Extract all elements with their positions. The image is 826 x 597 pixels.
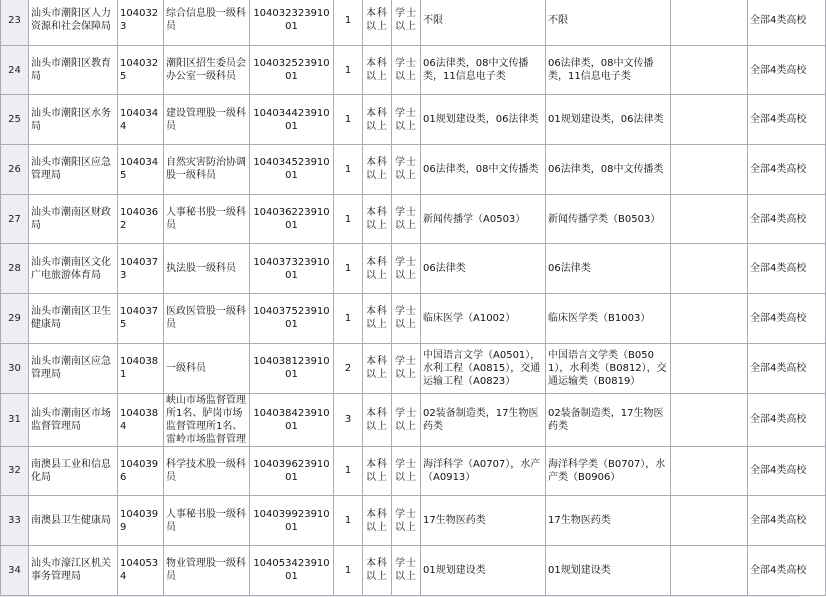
table-row (1, 294, 826, 344)
school-scope-cell[interactable]: 全部4类高校 (748, 194, 826, 244)
undergrad-major-cell[interactable]: 临床医学（A1002） (421, 294, 546, 344)
position-name-cell[interactable]: 自然灾害防治协调股一级科员 (164, 145, 250, 195)
school-scope-cell[interactable]: 全部4类高校 (748, 95, 826, 145)
undergrad-major-cell[interactable]: 06法律类，08中文传播类，11信息电子类 (421, 45, 546, 95)
degree-cell[interactable]: 学士以上 (392, 545, 421, 595)
postgrad-major-cell[interactable]: 02装备制造类，17生物医药类 (546, 393, 671, 446)
postgrad-major-cell[interactable]: 01规划建设类 (546, 545, 671, 595)
department-cell[interactable]: 汕头市潮阳区应急管理局 (29, 145, 118, 195)
empty-cell[interactable] (671, 446, 748, 496)
unit-code-cell[interactable]: 1040375 (118, 294, 164, 344)
undergrad-major-cell[interactable]: 新闻传播学（A0503） (421, 194, 546, 244)
undergrad-major-cell[interactable]: 02装备制造类，17生物医药类 (421, 393, 546, 446)
postgrad-major-cell[interactable]: 新闻传播学类（B0503） (546, 194, 671, 244)
position-code-cell[interactable]: 10403622391001 (250, 194, 334, 244)
degree-cell[interactable]: 学士以上 (392, 393, 421, 446)
row-number-cell[interactable]: 26 (1, 145, 29, 195)
hiring-count-cell[interactable]: 1 (334, 244, 363, 294)
row-number-cell[interactable]: 27 (1, 194, 29, 244)
position-code-cell[interactable]: 10403232391001 (250, 0, 334, 45)
postgrad-major-cell[interactable]: 不限 (546, 0, 671, 45)
position-code-cell[interactable]: 10403252391001 (250, 45, 334, 95)
postgrad-major-cell[interactable]: 06法律类，08中文传播类，11信息电子类 (546, 45, 671, 95)
school-scope-cell[interactable]: 全部4类高校 (748, 145, 826, 195)
postgrad-major-cell[interactable]: 06法律类 (546, 244, 671, 294)
degree-cell[interactable]: 学士以上 (392, 244, 421, 294)
position-code-cell[interactable]: 10403752391001 (250, 294, 334, 344)
empty-cell[interactable] (671, 294, 748, 344)
row-number-cell[interactable]: 32 (1, 446, 29, 496)
school-scope-cell[interactable]: 全部4类高校 (748, 244, 826, 294)
undergrad-major-cell[interactable]: 中国语言文学（A0501），水利工程（A0815），交通运输工程（A0823） (421, 343, 546, 393)
hiring-count-cell[interactable]: 1 (334, 545, 363, 595)
hiring-count-cell[interactable]: 1 (334, 294, 363, 344)
unit-code-cell[interactable]: 1040325 (118, 45, 164, 95)
row-number-cell[interactable]: 24 (1, 45, 29, 95)
position-name-cell[interactable]: 执法股一级科员 (164, 244, 250, 294)
hiring-count-cell[interactable]: 1 (334, 145, 363, 195)
undergrad-major-cell[interactable]: 01规划建设类，06法律类 (421, 95, 546, 145)
unit-code-cell[interactable]: 1040323 (118, 0, 164, 45)
empty-cell[interactable] (671, 194, 748, 244)
degree-cell[interactable]: 学士以上 (392, 446, 421, 496)
empty-cell[interactable] (671, 95, 748, 145)
row-number-cell[interactable]: 31 (1, 393, 29, 446)
unit-code-cell[interactable]: 1040384 (118, 393, 164, 446)
table-row (1, 145, 826, 195)
row-number-cell[interactable]: 34 (1, 545, 29, 595)
hiring-count-cell[interactable]: 1 (334, 194, 363, 244)
education-cell[interactable]: 本科以上 (363, 545, 392, 595)
position-code-cell[interactable]: 10403452391001 (250, 145, 334, 195)
education-cell[interactable]: 本科以上 (363, 393, 392, 446)
position-name-cell[interactable]: 人事秘书股一级科员 (164, 496, 250, 546)
row-number-cell[interactable]: 33 (1, 496, 29, 546)
unit-code-cell[interactable]: 1040396 (118, 446, 164, 496)
position-code-cell[interactable]: 10405342391001 (250, 545, 334, 595)
education-cell[interactable]: 本科以上 (363, 244, 392, 294)
table-row (1, 496, 826, 546)
postgrad-major-cell[interactable]: 中国语言文学类（B0501），水利类（B0812），交通运输类（B0819） (546, 343, 671, 393)
degree-cell[interactable]: 学士以上 (392, 294, 421, 344)
empty-cell[interactable] (671, 393, 748, 446)
school-scope-cell[interactable]: 全部4类高校 (748, 545, 826, 595)
education-cell[interactable]: 本科以上 (363, 45, 392, 95)
school-scope-cell[interactable]: 全部4类高校 (748, 45, 826, 95)
unit-code-cell[interactable]: 1040373 (118, 244, 164, 294)
department-cell[interactable]: 汕头市潮南区文化广电旅游体育局 (29, 244, 118, 294)
table-row (1, 0, 826, 45)
degree-cell[interactable]: 学士以上 (392, 0, 421, 45)
unit-code-cell[interactable]: 1040345 (118, 145, 164, 195)
postgrad-major-cell[interactable]: 17生物医药类 (546, 496, 671, 546)
hiring-count-cell[interactable]: 1 (334, 95, 363, 145)
department-cell[interactable]: 汕头市潮阳区教育局 (29, 45, 118, 95)
undergrad-major-cell[interactable]: 海洋科学（A0707），水产（A0913） (421, 446, 546, 496)
empty-cell[interactable] (671, 496, 748, 546)
empty-cell[interactable] (671, 545, 748, 595)
education-cell[interactable]: 本科以上 (363, 145, 392, 195)
empty-cell[interactable] (671, 145, 748, 195)
undergrad-major-cell[interactable]: 01规划建设类 (421, 545, 546, 595)
table-row (1, 446, 826, 496)
undergrad-major-cell[interactable]: 06法律类，08中文传播类 (421, 145, 546, 195)
unit-code-cell[interactable]: 1040344 (118, 95, 164, 145)
table-row (1, 393, 826, 446)
row-number-cell[interactable]: 30 (1, 343, 29, 393)
education-cell[interactable]: 本科以上 (363, 294, 392, 344)
table-row (1, 95, 826, 145)
hiring-count-cell[interactable]: 2 (334, 343, 363, 393)
undergrad-major-cell[interactable]: 17生物医药类 (421, 496, 546, 546)
position-name-cell[interactable]: 一级科员 (164, 343, 250, 393)
hiring-count-cell[interactable]: 1 (334, 45, 363, 95)
department-cell[interactable]: 汕头市潮阳区水务局 (29, 95, 118, 145)
school-scope-cell[interactable]: 全部4类高校 (748, 0, 826, 45)
degree-cell[interactable]: 学士以上 (392, 343, 421, 393)
school-scope-cell[interactable]: 全部4类高校 (748, 294, 826, 344)
row-number-cell[interactable]: 23 (1, 0, 29, 45)
row-number-cell[interactable]: 28 (1, 244, 29, 294)
hiring-count-cell[interactable]: 1 (334, 446, 363, 496)
department-cell[interactable]: 南澳县工业和信息化局 (29, 446, 118, 496)
position-name-cell[interactable]: 潮阳区招生委员会办公室一级科员 (164, 45, 250, 95)
degree-cell[interactable]: 学士以上 (392, 95, 421, 145)
education-cell[interactable]: 本科以上 (363, 194, 392, 244)
degree-cell[interactable]: 学士以上 (392, 496, 421, 546)
school-scope-cell[interactable]: 全部4类高校 (748, 393, 826, 446)
row-number-cell[interactable]: 29 (1, 294, 29, 344)
empty-cell[interactable] (671, 45, 748, 95)
empty-cell[interactable] (671, 244, 748, 294)
unit-code-cell[interactable]: 1040399 (118, 496, 164, 546)
hiring-count-cell[interactable]: 1 (334, 0, 363, 45)
position-code-cell[interactable]: 10403732391001 (250, 244, 334, 294)
postgrad-major-cell[interactable]: 临床医学类（B1003） (546, 294, 671, 344)
postgrad-major-cell[interactable]: 06法律类，08中文传播类 (546, 145, 671, 195)
empty-cell[interactable] (671, 0, 748, 45)
hiring-count-cell[interactable]: 3 (334, 393, 363, 446)
unit-code-cell[interactable]: 1040534 (118, 545, 164, 595)
table-row (1, 343, 826, 393)
school-scope-cell[interactable]: 全部4类高校 (748, 343, 826, 393)
school-scope-cell[interactable]: 全部4类高校 (748, 496, 826, 546)
undergrad-major-cell[interactable]: 不限 (421, 0, 546, 45)
position-code-cell[interactable]: 10403992391001 (250, 496, 334, 546)
department-cell[interactable]: 汕头市濠江区机关事务管理局 (29, 545, 118, 595)
education-cell[interactable]: 本科以上 (363, 496, 392, 546)
education-cell[interactable]: 本科以上 (363, 95, 392, 145)
position-name-cell[interactable]: 综合信息股一级科员 (164, 0, 250, 45)
position-code-cell[interactable]: 10403812391001 (250, 343, 334, 393)
row-number-cell[interactable]: 25 (1, 95, 29, 145)
degree-cell[interactable]: 学士以上 (392, 194, 421, 244)
position-name-cell[interactable]: 物业管理股一级科员 (164, 545, 250, 595)
table-body (1, 0, 826, 595)
degree-cell[interactable]: 学士以上 (392, 145, 421, 195)
department-cell[interactable]: 汕头市潮南区市场监督管理局 (29, 393, 118, 446)
department-cell[interactable]: 汕头市潮南区卫生健康局 (29, 294, 118, 344)
degree-cell[interactable]: 学士以上 (392, 45, 421, 95)
department-cell[interactable]: 汕头市潮南区应急管理局 (29, 343, 118, 393)
position-name-cell[interactable]: 医政医管股一级科员 (164, 294, 250, 344)
education-cell[interactable]: 本科以上 (363, 446, 392, 496)
table-row (1, 244, 826, 294)
position-code-cell[interactable]: 10403962391001 (250, 446, 334, 496)
empty-cell[interactable] (671, 343, 748, 393)
table-row (1, 545, 826, 595)
position-name-cell[interactable]: 建设管理股一级科员 (164, 95, 250, 145)
position-code-cell[interactable]: 10403842391001 (250, 393, 334, 446)
postgrad-major-cell[interactable]: 01规划建设类，06法律类 (546, 95, 671, 145)
table-row (1, 194, 826, 244)
position-code-cell[interactable]: 10403442391001 (250, 95, 334, 145)
department-cell[interactable]: 南澳县卫生健康局 (29, 496, 118, 546)
unit-code-cell[interactable]: 1040362 (118, 194, 164, 244)
unit-code-cell[interactable]: 1040381 (118, 343, 164, 393)
position-name-cell[interactable]: 峡山市场监督管理所1名、胪岗市场监督管理所1名、雷岭市场监督管理 (164, 393, 250, 446)
school-scope-cell[interactable]: 全部4类高校 (748, 446, 826, 496)
postgrad-major-cell[interactable]: 海洋科学类（B0707），水产类（B0906） (546, 446, 671, 496)
department-cell[interactable]: 汕头市潮阳区人力资源和社会保障局 (29, 0, 118, 45)
hiring-count-cell[interactable]: 1 (334, 496, 363, 546)
education-cell[interactable]: 本科以上 (363, 343, 392, 393)
position-name-cell[interactable]: 科学技术股一级科员 (164, 446, 250, 496)
education-cell[interactable]: 本科以上 (363, 0, 392, 45)
undergrad-major-cell[interactable]: 06法律类 (421, 244, 546, 294)
position-name-cell[interactable]: 人事秘书股一级科员 (164, 194, 250, 244)
table-row (1, 45, 826, 95)
department-cell[interactable]: 汕头市潮南区财政局 (29, 194, 118, 244)
